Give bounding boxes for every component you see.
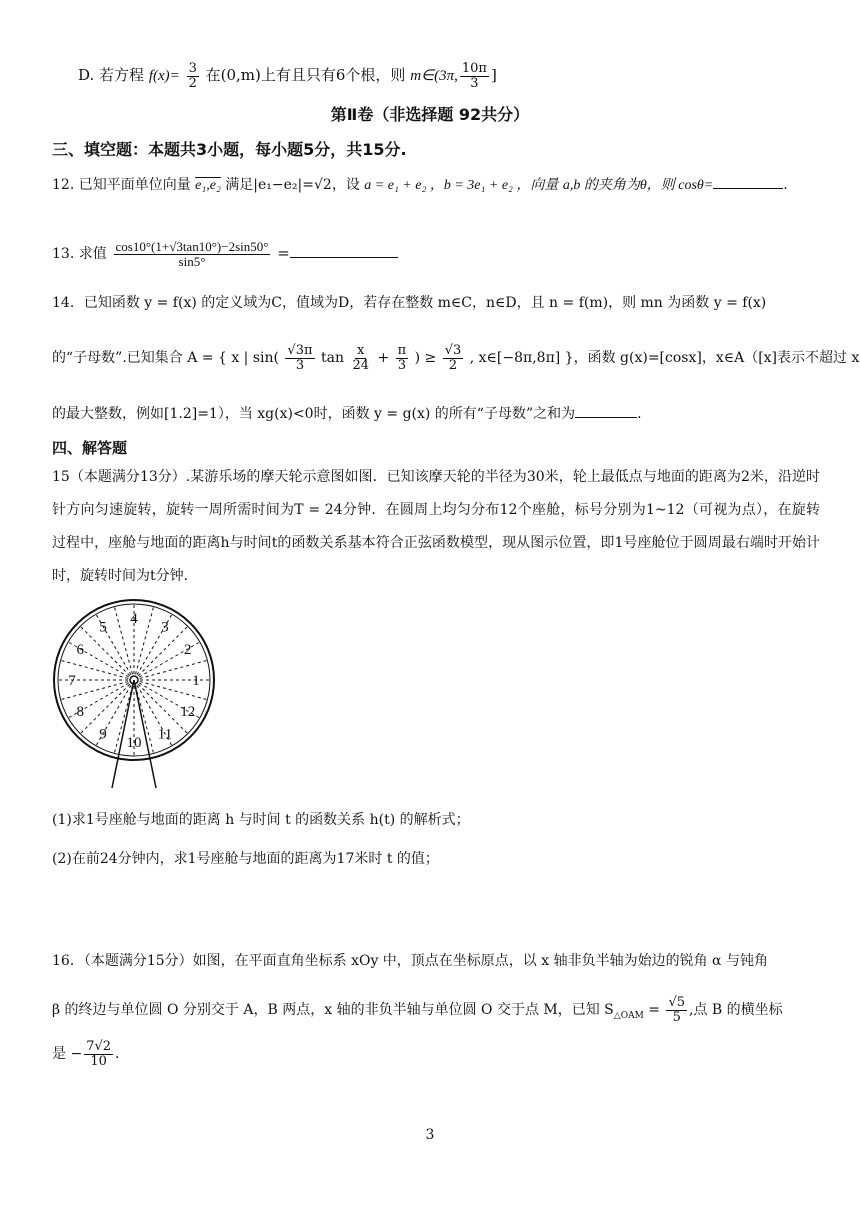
seat-label-12: 12 [180, 704, 196, 720]
question-15-text: 15（本题满分13分）.某游乐场的摩天轮示意图如图．已知该摩天轮的半径为30米，轮上最低点与地面的距离为2米，沿逆时针方向匀速旋转，旋转一周所需时间为T = 24分钟．在圆周上均匀分布12个座舱，标号分别为1~12（可视为点），在旋转过程中，座舱与地面的距离h与时间t的函数关系基本符合正弦函数模型，现从图示位置，即1号座舱位于圆周最右端时开始计时，旋转时间为t分钟． [52, 469, 820, 584]
ferris-wheel-diagram [50, 598, 220, 798]
question-13: 13. 求值 $\frac{\cos 10^\circ(1+√3\tan 10^\circ)-2\sin 50^\circ}{\sin 5^\circ}$ = [52, 233, 820, 274]
question-14-line-1: 14．已知函数 y = f(x) 的定义域为C，值域为D，若存在整数 m∈C，n∈D，且 n = f(m)，则 mn 为函数 y = f(x) [52, 295, 767, 311]
option-d-label: D. [78, 66, 95, 84]
option-d: D. 若方程 f(x)= $\frac{3}{2}$ 在(0,m)上有且只有6个根，则 m∈(3π, $\frac{10\pi}{3}$ ] [78, 60, 497, 91]
seat-label-11: 11 [157, 726, 173, 743]
question-14-line-3: 的最大整数，例如[1.2]=1），当 xg(x)<0时，函数 y = g(x) 的所有“子母数”之和为 . [52, 406, 642, 422]
question-15-sub-2: (2)在前24分钟内，求1号座舱与地面的距离为17米时 t 的值； [52, 851, 439, 867]
answer-blank-13[interactable] [290, 257, 398, 258]
answer-blank-12[interactable] [713, 188, 783, 189]
seat-label-6: 6 [76, 642, 85, 658]
question-16-line-2: β 的终边与单位圆 O 分别交于 A，B 两点，x 轴的非负半轴与单位圆 O 交于点 M，已知 $S_{\triangle OAM}$ = $\frac{√5}{5}$ ,点 B 的横坐标 [52, 994, 783, 1025]
question-16-line-1: 16．（本题满分15分）如图，在平面直角坐标系 xOy 中，顶点在坐标原点，以 x 轴非负半轴为始边的锐角 α 与钝角 [52, 953, 768, 969]
seat-label-2: 2 [183, 642, 192, 658]
page-number: 3 [425, 1127, 435, 1143]
section-2-title: 第Ⅱ卷（非选择题 92共分） [330, 105, 530, 124]
stand-leg-left [112, 680, 134, 788]
section-4-heading: 四、解答题 [52, 439, 128, 457]
answer-blank-14[interactable] [575, 417, 637, 418]
seat-label-9: 9 [99, 726, 107, 743]
seat-label-5: 5 [99, 619, 107, 636]
seat-label-3: 3 [161, 619, 169, 636]
question-16-line-3: 是 − $\frac{7√2}{10}$ . [52, 1038, 120, 1069]
seat-label-8: 8 [76, 704, 85, 720]
section-3-heading: 三、填空题：本题共3小题，每小题5分，共15分. [52, 140, 407, 159]
question-12: 12. 已知平面单位向量 e₁,e₂ 满足|e₁−e₂|=√2，设 a = e₁ + e₂ ，b = 3e₁ + e₂ ，向量 a,b 的夹角为θ，则 cosθ= . [52, 177, 788, 193]
wheel-spoke [80, 626, 134, 680]
wheel-group [54, 600, 214, 788]
question-15-sub-1: (1)求1号座舱与地面的距离 h 与时间 t 的函数关系 h(t) 的解析式； [52, 812, 470, 828]
seat-label-7: 7 [68, 673, 76, 689]
seat-label-1: 1 [192, 673, 200, 689]
stand-leg-right [134, 680, 156, 788]
wheel-spoke [80, 680, 134, 734]
seat-label-4: 4 [130, 611, 138, 627]
question-14-line-2: 的“子母数”.已知集合 A = { x | sin( $\frac{√3\pi}{3}$ tan $\frac{x}{24}$ + $\frac{\pi}{3}$ ) ≥ $\frac{√3}{2}$ , x∈[−8π,8π] }，函数 g(x)=[cosx]，x∈A（[x]表示不超过 x [52, 342, 860, 373]
seat-label-10: 10 [126, 735, 142, 751]
